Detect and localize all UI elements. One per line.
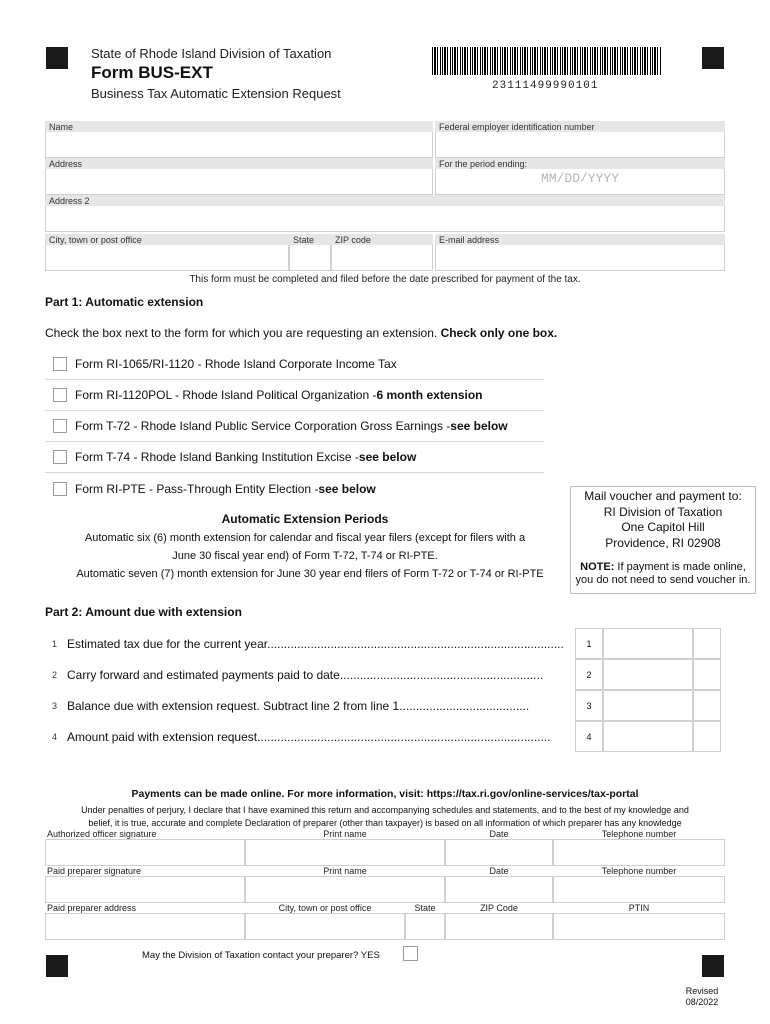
preparer-signature-input[interactable] [45, 876, 245, 903]
mail-line3: One Capitol Hill [621, 520, 705, 534]
taxpayer-info-block [45, 121, 725, 273]
amount-line: 2 Carry forward and estimated payments paid to date............................................................. 2 [42, 659, 726, 690]
mail-note-text: If payment is made online, [614, 561, 746, 573]
option-checkbox[interactable] [53, 450, 67, 464]
extension-options [45, 349, 544, 504]
mail-line4: Providence, RI 02908 [605, 535, 721, 550]
option-row[interactable]: Form RI-PTE - Pass-Through Entity Election - see below [45, 473, 544, 504]
declaration-line2: belief, it is true, accurate and complete Declaration of preparer (other than taxpayer) is based on all information of which preparer has any knowledge [88, 818, 682, 828]
extension-period-line3: Automatic seven (7) month extension for June 30 year end filers of Form T-72 or T-74 or RI-PTE [76, 568, 544, 580]
signature-section [45, 829, 725, 939]
amount-line: 1 Estimated tax due for the current year......................................................................................... 1 [42, 628, 726, 659]
name-input[interactable] [46, 132, 432, 157]
registration-mark-top-right [702, 47, 724, 69]
amount-lines [42, 628, 726, 752]
mail-note-label: NOTE: [580, 561, 615, 573]
option-checkbox[interactable] [53, 419, 67, 433]
amount-line: 3 Balance due with extension request. Subtract line 2 from line 1....................................... 3 [42, 690, 726, 721]
option-row[interactable]: Form RI-1065/RI-1120 - Rhode Island Corporate Income Tax [45, 349, 544, 380]
address2-input[interactable] [46, 206, 724, 231]
zip-label: ZIP code [331, 234, 433, 245]
online-payment-notice: Payments can be made online. For more information, visit: https://tax.ri.gov/online-services/tax-portal [131, 788, 639, 800]
option-checkbox[interactable] [53, 482, 67, 496]
part1-instruction-bold: Check only one box. [440, 326, 558, 340]
part1-instruction-text: Check the box next to the form for which you are requesting an extension. [45, 326, 441, 340]
date-label: Date [489, 829, 509, 839]
amount-cents-input[interactable] [693, 628, 721, 659]
barcode [432, 47, 662, 75]
revised-date: 08/2022 [685, 997, 719, 1007]
part1-title: Part 1: Automatic extension [45, 295, 204, 309]
amount-input[interactable] [603, 721, 693, 752]
extension-period-line2: June 30 fiscal year end) of Form T-72, T-74 or RI-PTE. [172, 550, 438, 562]
officer-date-input[interactable] [445, 839, 553, 866]
form-subtitle: Business Tax Automatic Extension Request [91, 86, 341, 101]
barcode-number: 23111499990101 [492, 80, 599, 92]
amount-cents-input[interactable] [693, 659, 721, 690]
revised-label: Revised [685, 986, 719, 996]
amount-cents-input[interactable] [693, 721, 721, 752]
address-label: Address [45, 158, 433, 169]
preparer-date-label: Date [489, 866, 509, 876]
ptin-input[interactable] [553, 913, 725, 940]
address2-label: Address 2 [45, 195, 725, 206]
officer-signature-label: Authorized officer signature [47, 829, 157, 839]
name-label: Name [45, 121, 433, 132]
preparer-print-name-label: Print name [323, 866, 367, 876]
preparer-signature-label: Paid preparer signature [47, 866, 142, 876]
extension-periods-title: Automatic Extension Periods [221, 512, 389, 526]
amount-line: 4 Amount paid with extension request........................................................................................ 4 [42, 721, 726, 752]
preparer-state-input[interactable] [405, 913, 445, 940]
contact-preparer-question: May the Division of Taxation contact your preparer? YES [142, 950, 380, 961]
amount-input[interactable] [603, 690, 693, 721]
preparer-zip-input[interactable] [445, 913, 553, 940]
preparer-state-label: State [414, 903, 436, 913]
state-input[interactable] [290, 245, 330, 270]
part1-instruction [45, 326, 557, 340]
agency-name: State of Rhode Island Division of Taxation [91, 46, 332, 61]
mail-instructions-box [570, 486, 756, 594]
city-input[interactable] [46, 245, 288, 270]
preparer-telephone-input[interactable] [553, 876, 725, 903]
registration-mark-bottom-right [702, 955, 724, 977]
ptin-label: PTIN [628, 903, 650, 913]
option-row[interactable]: Form T-72 - Rhode Island Public Service Corporation Gross Earnings - see below [45, 411, 544, 442]
option-row[interactable]: Form RI-1120POL - Rhode Island Political Organization - 6 month extension [45, 380, 544, 411]
officer-telephone-input[interactable] [553, 839, 725, 866]
amount-input[interactable] [603, 628, 693, 659]
preparer-city-input[interactable] [245, 913, 405, 940]
option-row[interactable]: Form T-74 - Rhode Island Banking Institution Excise - see below [45, 442, 544, 473]
amount-input[interactable] [603, 659, 693, 690]
registration-mark-top-left [46, 47, 68, 69]
email-input[interactable] [436, 245, 724, 270]
option-checkbox[interactable] [53, 388, 67, 402]
mail-line1: Mail voucher and payment to: [584, 489, 742, 503]
form-title: Form BUS-EXT [91, 63, 213, 82]
preparer-zip-label: ZIP Code [480, 903, 518, 913]
preparer-telephone-label: Telephone number [601, 866, 677, 876]
declaration-line1: Under penalties of perjury, I declare that I have examined this return and accompanying schedules and statements, and to the best of my knowledge and [81, 805, 689, 815]
preparer-print-name-input[interactable] [245, 876, 445, 903]
officer-signature-input[interactable] [45, 839, 245, 866]
state-label: State [289, 234, 331, 245]
address-input[interactable] [46, 169, 432, 194]
period-ending-input[interactable]: MM/DD/YYYY [540, 171, 619, 186]
option-checkbox[interactable] [53, 357, 67, 371]
amount-cents-input[interactable] [693, 690, 721, 721]
preparer-city-label: City, town or post office [278, 903, 372, 913]
officer-print-name-input[interactable] [245, 839, 445, 866]
preparer-address-label: Paid preparer address [47, 903, 137, 913]
fein-label: Federal employer identification number [435, 121, 725, 132]
zip-input[interactable] [332, 245, 432, 270]
extension-period-line1: Automatic six (6) month extension for calendar and fiscal year filers (except for filers with a [84, 532, 526, 544]
email-label: E-mail address [435, 234, 725, 245]
contact-yes-checkbox[interactable] [403, 946, 418, 961]
telephone-label: Telephone number [601, 829, 677, 839]
filing-notice: This form must be completed and filed before the date prescribed for payment of the tax. [189, 274, 581, 285]
mail-line2: RI Division of Taxation [603, 504, 723, 519]
preparer-address-input[interactable] [45, 913, 245, 940]
part2-title: Part 2: Amount due with extension [45, 605, 242, 619]
mail-note-text2: you do not need to send voucher in. [575, 574, 751, 586]
city-label: City, town or post office [45, 234, 289, 245]
registration-mark-bottom-left [46, 955, 68, 977]
preparer-date-input[interactable] [445, 876, 553, 903]
fein-input[interactable] [436, 132, 724, 157]
period-ending-label: For the period ending: [435, 158, 725, 169]
print-name-label: Print name [323, 829, 367, 839]
